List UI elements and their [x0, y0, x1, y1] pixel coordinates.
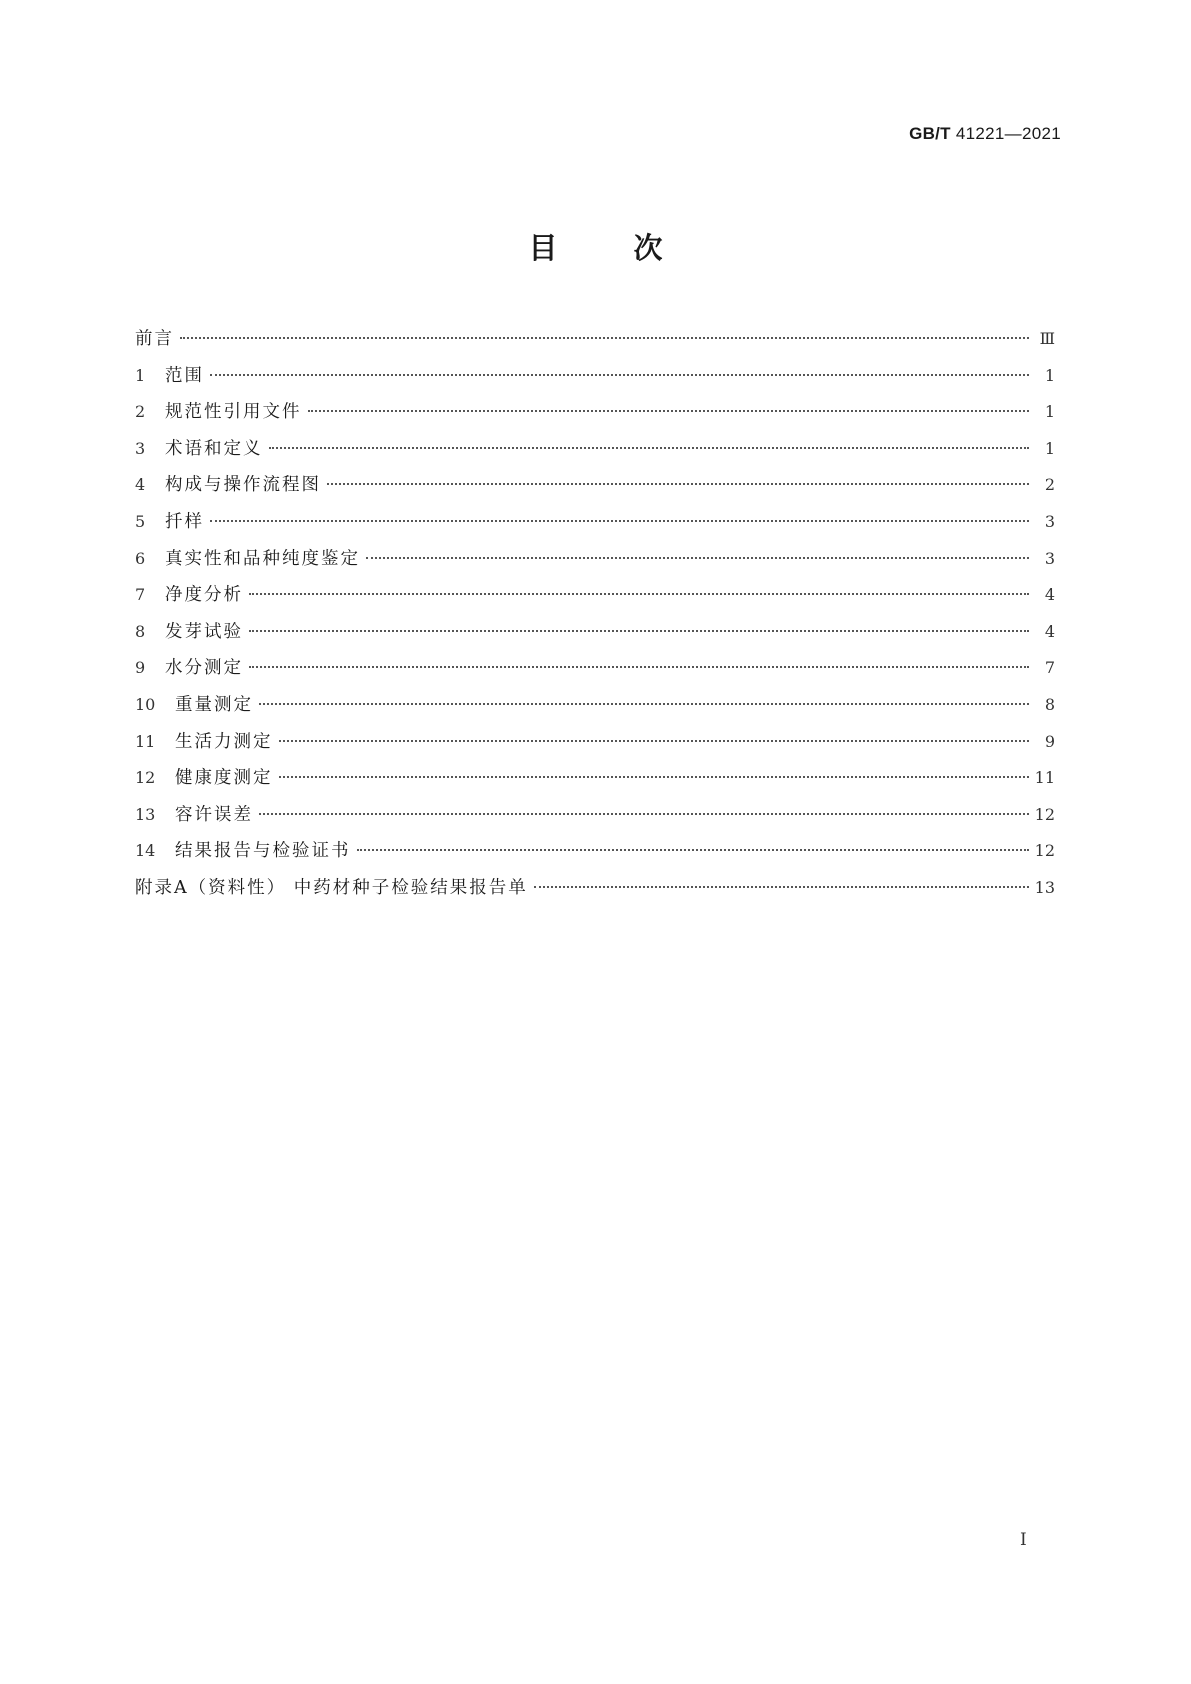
- dot-leader: [249, 592, 1029, 595]
- dot-leader: [180, 336, 1029, 339]
- toc-entry-7[interactable]: [135, 581, 1055, 618]
- dot-leader: [534, 885, 1029, 888]
- toc-entry-number: 13: [135, 804, 156, 824]
- toc-entry-5[interactable]: [135, 508, 1055, 545]
- toc-entry-label: 附录A（资料性） 中药材种子检验结果报告单: [135, 877, 528, 898]
- toc-entry-number: 14: [135, 841, 156, 861]
- toc-entry-1[interactable]: [135, 362, 1055, 399]
- toc-entry-label: 扦样: [165, 511, 204, 532]
- toc-entry-page: 7: [1044, 658, 1055, 678]
- toc-entry-number: 3: [135, 438, 146, 458]
- toc-entry-3[interactable]: [135, 435, 1055, 472]
- toc-entry-page: 3: [1044, 548, 1055, 568]
- standard-prefix: GB/T: [909, 124, 951, 143]
- toc-entry-label: 生活力测定: [175, 731, 273, 752]
- toc-entry-14[interactable]: [135, 837, 1055, 874]
- toc-entry-page: 1: [1044, 365, 1055, 385]
- toc-entry-label: 容许误差: [175, 804, 253, 825]
- toc-entry-page: 11: [1034, 768, 1055, 788]
- toc-entry-number: 1: [135, 365, 146, 385]
- toc-entry-9[interactable]: [135, 654, 1055, 691]
- toc-entry-foreword[interactable]: [135, 325, 1055, 362]
- toc-entry-page: 12: [1034, 804, 1055, 824]
- toc-entry-page: 3: [1044, 511, 1055, 531]
- toc-entry-page: Ⅲ: [1039, 329, 1055, 348]
- toc-entry-number: 8: [135, 621, 146, 641]
- toc-entry-page: 13: [1034, 877, 1055, 897]
- toc-entry-page: 4: [1044, 585, 1055, 605]
- dot-leader: [249, 629, 1029, 632]
- toc-entry-number: 2: [135, 402, 146, 422]
- standard-number: 41221—2021: [955, 124, 1061, 143]
- toc-entry-11[interactable]: [135, 728, 1055, 765]
- toc-entry-2[interactable]: [135, 398, 1055, 435]
- toc-entry-label: 水分测定: [165, 658, 243, 679]
- toc-entry-page: 2: [1044, 475, 1055, 495]
- toc-entry-page: 9: [1044, 731, 1055, 751]
- toc-entry-label: 前言: [135, 329, 174, 349]
- toc-entry-page: 1: [1044, 402, 1055, 422]
- dot-leader: [259, 702, 1029, 705]
- toc-entry-label: 术语和定义: [165, 438, 263, 459]
- toc-entry-label: 规范性引用文件: [165, 402, 302, 423]
- dot-leader: [357, 848, 1029, 851]
- dot-leader: [308, 409, 1030, 412]
- toc-entry-13[interactable]: [135, 801, 1055, 838]
- toc-entry-12[interactable]: [135, 764, 1055, 801]
- toc-entry-10[interactable]: [135, 691, 1055, 728]
- toc-entry-label: 发芽试验: [165, 621, 243, 642]
- toc-entry-number: 7: [135, 585, 146, 605]
- toc-entry-page: 8: [1044, 694, 1055, 714]
- dot-leader: [269, 446, 1030, 449]
- dot-leader: [210, 519, 1029, 522]
- toc-title: 目次: [528, 231, 739, 265]
- toc-entry-number: 4: [135, 475, 146, 495]
- toc-entry-number: 12: [135, 768, 156, 788]
- toc-entry-number: 9: [135, 658, 146, 678]
- toc-entry-appendix-a[interactable]: [135, 874, 1055, 911]
- page-number: I: [1020, 1530, 1027, 1550]
- toc-entry-label: 净度分析: [165, 585, 243, 606]
- dot-leader: [366, 556, 1029, 559]
- dot-leader: [210, 373, 1029, 376]
- toc-entry-page: 4: [1044, 621, 1055, 641]
- toc-entry-label: 重量测定: [175, 694, 253, 715]
- toc-entry-page: 12: [1034, 841, 1055, 861]
- toc-entry-label: 结果报告与检验证书: [175, 841, 351, 862]
- toc-entry-4[interactable]: [135, 471, 1055, 508]
- toc-entry-label: 健康度测定: [175, 768, 273, 789]
- dot-leader: [327, 482, 1029, 485]
- toc-entry-label: 范围: [165, 365, 204, 386]
- standard-code: [909, 124, 1061, 144]
- toc-entry-number: 6: [135, 548, 146, 568]
- toc-entry-number: 11: [135, 731, 156, 751]
- toc-entry-page: 1: [1044, 438, 1055, 458]
- toc-entry-number: 10: [135, 694, 156, 714]
- toc-entry-8[interactable]: [135, 618, 1055, 655]
- toc-entry-label: 真实性和品种纯度鉴定: [165, 548, 360, 569]
- toc-entry-6[interactable]: [135, 545, 1055, 582]
- dot-leader: [259, 812, 1029, 815]
- dot-leader: [279, 739, 1030, 742]
- dot-leader: [249, 665, 1029, 668]
- toc-entry-label: 构成与操作流程图: [165, 475, 321, 496]
- dot-leader: [279, 775, 1029, 778]
- table-of-contents: [135, 325, 1055, 911]
- toc-entry-number: 5: [135, 511, 146, 531]
